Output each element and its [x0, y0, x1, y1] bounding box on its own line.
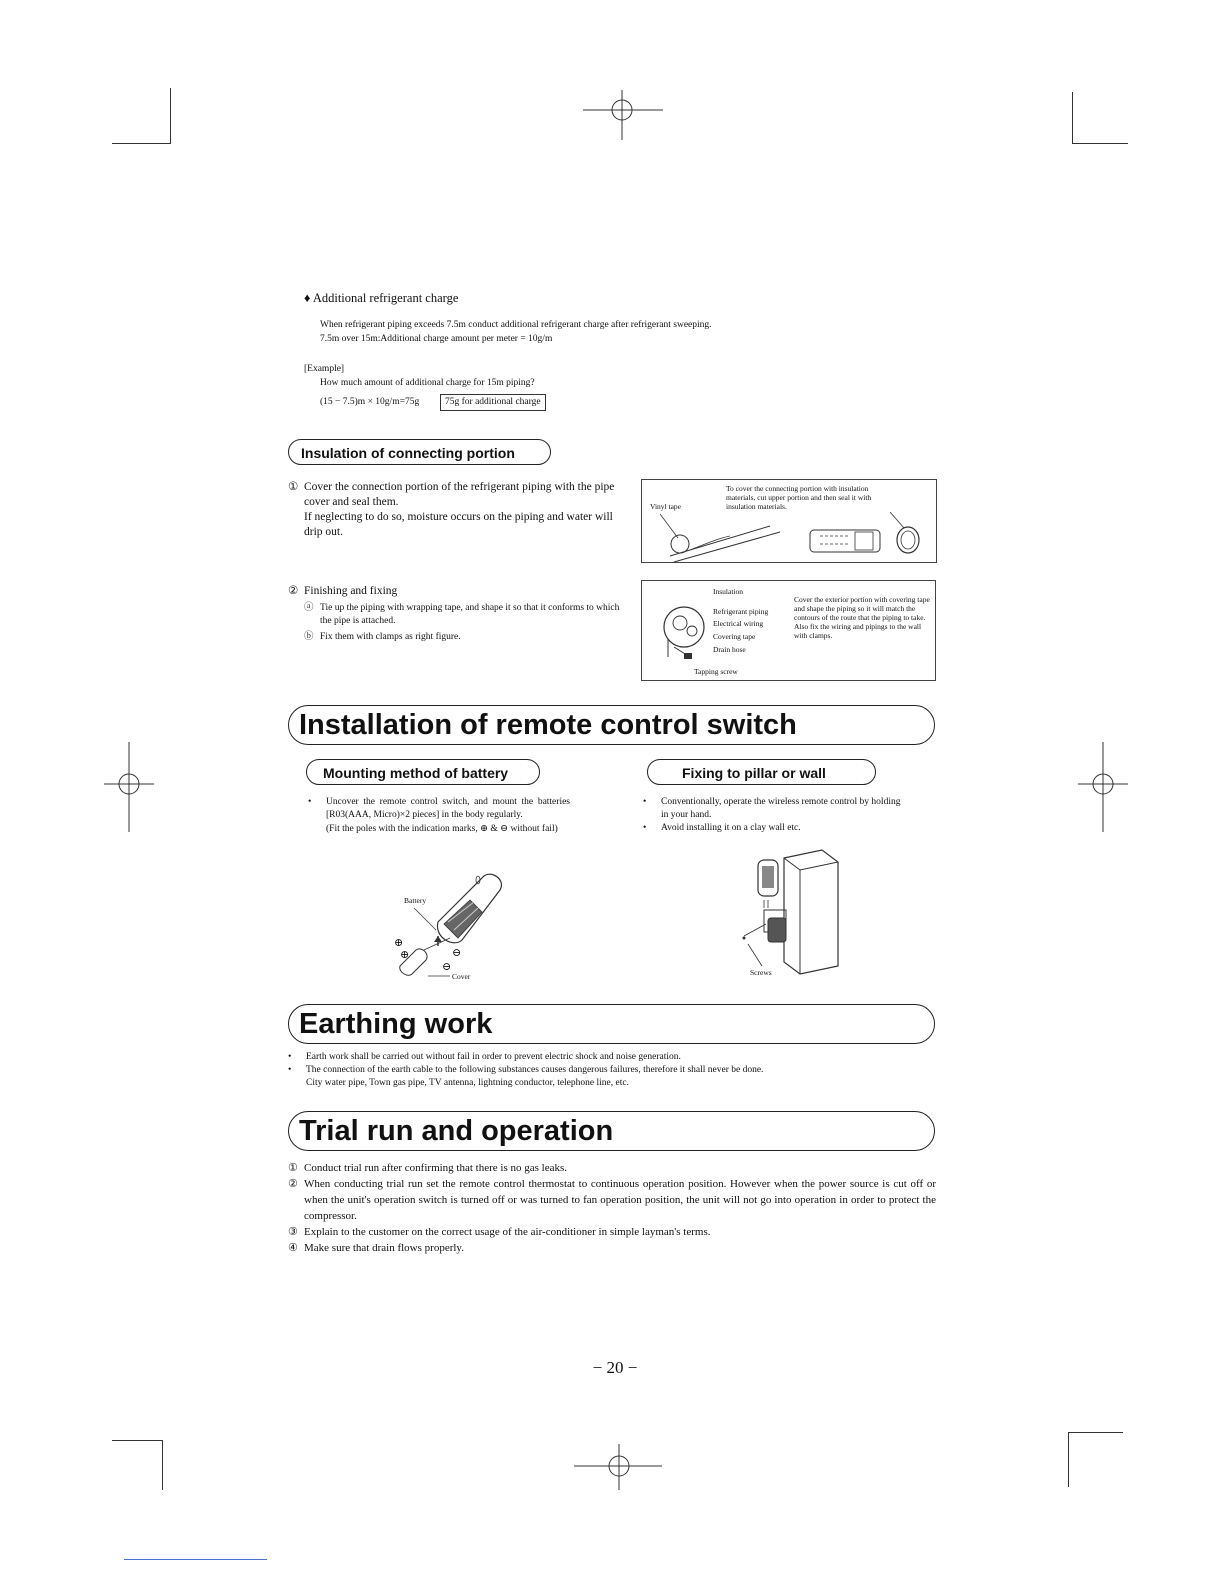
battery-plus-top: ⊕	[394, 937, 404, 949]
fig2-note: Cover the exterior portion with covering tape and shape the piping so it will match the contours of the route that the piping to take. Also fix the wiring and pipings to the wall with clamps.	[794, 595, 930, 640]
battery-plus-bottom: ⊕	[400, 949, 410, 961]
item2a-text: Tie up the piping with wrapping tape, and shape it so that it conforms to which the pipe is attached.	[320, 603, 620, 626]
fig1-vinyl-label: Vinyl tape	[650, 502, 681, 511]
fig1-note: To cover the connecting portion with insulation materials, cut upper portion and then seal it with insulation materials.	[726, 484, 872, 511]
refrigerant-section	[304, 291, 904, 306]
earthing-item2	[288, 1064, 928, 1090]
fig2-tapping-label: Tapping screw	[694, 667, 738, 676]
earthing-heading: Earthing work	[288, 1004, 935, 1044]
wall-text	[643, 796, 905, 835]
example-result-box: 75g for additional charge	[440, 394, 546, 411]
refrigerant-line1: When refrigerant piping exceeds 7.5m conduct additional refrigerant charge after refrigerant sweeping.	[320, 320, 712, 330]
registration-target-right	[1078, 742, 1128, 832]
item1-line2: If neglecting to do so, moisture occurs on the piping and water will drip out.	[304, 511, 613, 538]
item1-line1: Cover the connection portion of the refrigerant piping with the pipe cover and seal them.	[304, 481, 615, 508]
registration-target-top	[578, 90, 668, 140]
battery-minus-bottom: ⊖	[442, 961, 452, 973]
wall-item2: • Avoid installing it on a clay wall etc.	[643, 822, 905, 835]
insulation-figure-2	[641, 580, 936, 681]
earthing-item2-sub: City water pipe, Town gas pipe, TV antenna, lightning conductor, telephone line, etc.	[306, 1078, 629, 1088]
refrigerant-line2: 7.5m over 15m:Additional charge amount per meter = 10g/m	[320, 334, 553, 344]
trial-item4: Make sure that drain flows properly.	[304, 1242, 464, 1254]
fig2-covering-label: Covering tape	[713, 632, 756, 641]
battery-line2: (Fit the poles with the indication marks, ⊕ & ⊖ without fail)	[326, 824, 558, 834]
wall-heading: Fixing to pillar or wall	[647, 759, 876, 785]
item2b-number: ⓑ	[304, 632, 314, 642]
trial-item2-row	[288, 1176, 936, 1224]
earthing-item1: • Earth work shall be carried out without fail in order to prevent electric shock and noise generation.	[288, 1051, 928, 1064]
item2-title: Finishing and fixing	[304, 585, 398, 597]
battery-line1: • Uncover the remote control switch, and mount the batteries [R03(AAA, Micro)×2 pieces] in the body regularly.	[326, 797, 570, 820]
trial-item1-number: ①	[288, 1162, 298, 1174]
battery-heading: Mounting method of battery	[306, 759, 540, 785]
trial-item2-number: ②	[288, 1178, 298, 1190]
item2b-text: Fix them with clamps as right figure.	[320, 632, 461, 642]
fig2-drain-label: Drain hose	[713, 645, 746, 654]
example-calc: (15 − 7.5)m × 10g/m=75g	[320, 397, 420, 407]
refrigerant-heading-text: Additional refrigerant charge	[312, 291, 459, 305]
item2a-number: ⓐ	[304, 603, 314, 613]
page-number: − 20 −	[592, 1358, 638, 1377]
trial-item2: When conducting trial run set the remote control thermostat to continuous operation position. However when the power source is cut off or when the unit's operation switch is turned off or was turned to fan operation position, the unit will not go into operation in order to protect the compressor.	[304, 1178, 936, 1222]
trial-item1: Conduct trial run after confirming that there is no gas leaks.	[304, 1162, 568, 1174]
insulation-item2	[288, 584, 630, 644]
battery-minus-top: ⊖	[452, 947, 462, 959]
trial-item4-row	[288, 1240, 936, 1256]
fig2-electrical-label: Electrical wiring	[713, 619, 764, 628]
fig2-refrigerant-label: Refrigerant piping	[713, 607, 769, 616]
insulation-item1	[288, 480, 630, 540]
fig2-pipe-bundle-drawing	[660, 597, 712, 667]
cover-label: Cover	[452, 972, 471, 981]
trial-list	[288, 1160, 936, 1256]
fig1-pipe-drawing	[650, 512, 930, 562]
bottom-link-line	[124, 1559, 267, 1560]
remote-battery-drawing	[390, 866, 520, 986]
example-label: [Example]	[304, 364, 345, 374]
registration-target-left	[104, 742, 154, 832]
remote-heading: Installation of remote control switch	[288, 705, 935, 745]
registration-target-bottom	[574, 1440, 664, 1490]
pillar-mount-drawing	[734, 848, 844, 980]
item1-number: ①	[288, 481, 299, 493]
fig2-insulation-label: Insulation	[713, 587, 743, 596]
trial-item3-number: ③	[288, 1226, 298, 1238]
insulation-heading: Insulation of connecting portion	[288, 439, 551, 465]
battery-text	[308, 796, 570, 836]
battery-label: Battery	[404, 896, 427, 905]
screws-label: Screws	[750, 968, 772, 977]
wall-item1: • Conventionally, operate the wireless remote control by holding in your hand.	[643, 796, 905, 822]
earthing-text	[288, 1051, 928, 1090]
trial-item3: Explain to the customer on the correct usage of the air-conditioner in simple layman's terms.	[304, 1226, 711, 1238]
trial-item4-number: ④	[288, 1242, 298, 1254]
refrigerant-heading	[304, 291, 904, 306]
insulation-figure-1	[641, 479, 937, 563]
item2-number: ②	[288, 585, 299, 597]
trial-item1-row	[288, 1160, 936, 1176]
example-question: How much amount of additional charge for 15m piping?	[320, 378, 535, 388]
trial-item3-row	[288, 1224, 936, 1240]
earthing-item2-text: • The connection of the earth cable to the following substances causes dangerous failures, therefore it shall never be done.	[306, 1065, 764, 1075]
trial-heading: Trial run and operation	[288, 1111, 935, 1151]
diamond-icon: ♦	[304, 291, 311, 305]
wall-figure	[734, 848, 844, 980]
battery-figure	[390, 866, 520, 986]
